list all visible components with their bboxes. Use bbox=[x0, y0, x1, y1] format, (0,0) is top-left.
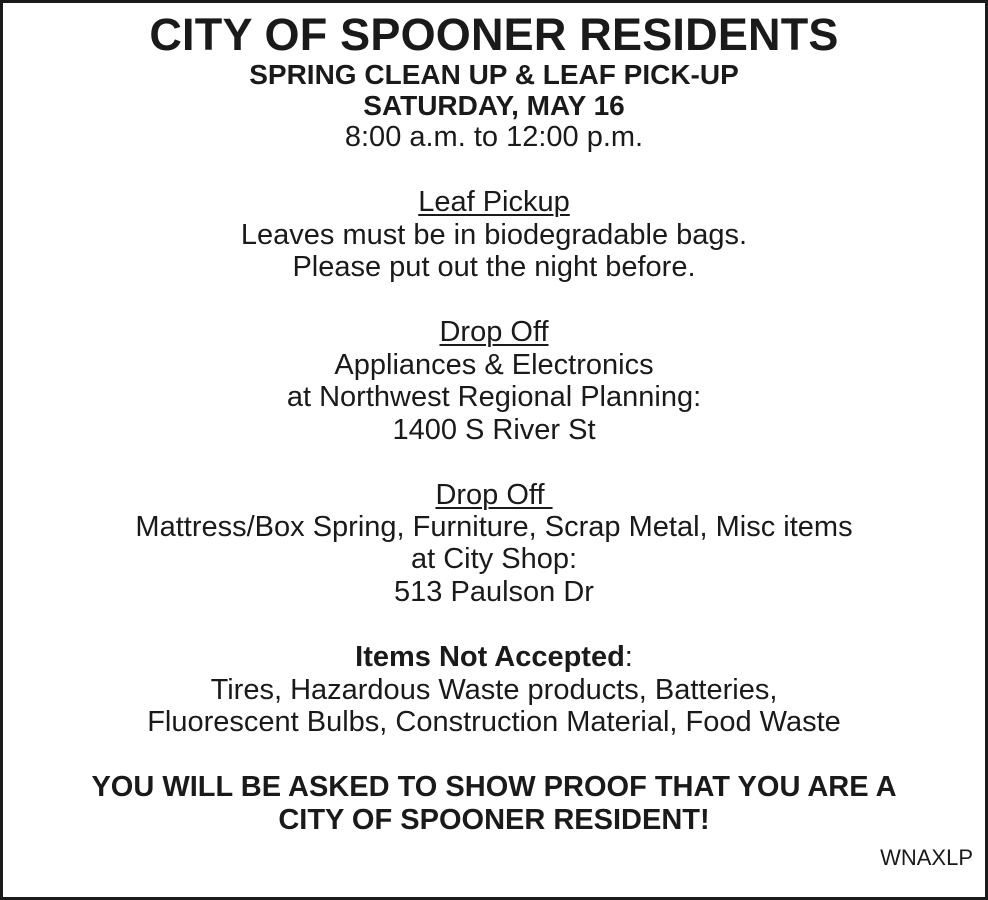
not-accepted-line: Fluorescent Bulbs, Construction Material, Food Waste bbox=[147, 706, 841, 738]
event-time: 8:00 a.m. to 12:00 p.m. bbox=[344, 121, 644, 153]
drop-off-address: 513 Paulson Dr bbox=[394, 576, 594, 608]
residency-warning: CITY OF SPOONER RESIDENT! bbox=[278, 804, 710, 836]
residency-warning: YOU WILL BE ASKED TO SHOW PROOF THAT YOU ARE A bbox=[91, 771, 897, 803]
ad-code: WNAXLP bbox=[880, 845, 973, 870]
drop-off-line: Mattress/Box Spring, Furniture, Scrap Metal, Misc items bbox=[135, 511, 853, 543]
leaf-pickup-heading: Leaf Pickup bbox=[418, 186, 570, 218]
drop-off-address: 1400 S River St bbox=[392, 414, 596, 446]
event-date: SATURDAY, MAY 16 bbox=[363, 90, 625, 121]
leaf-pickup-line: Please put out the night before. bbox=[292, 251, 696, 283]
not-accepted-heading: Items Not Accepted: bbox=[355, 641, 633, 673]
drop-off-line: Appliances & Electronics bbox=[334, 349, 654, 381]
drop-off-line: at Northwest Regional Planning: bbox=[286, 381, 702, 413]
leaf-pickup-line: Leaves must be in biodegradable bags. bbox=[240, 219, 748, 251]
drop-off-heading: Drop Off bbox=[439, 316, 549, 348]
page-title: CITY OF SPOONER RESIDENTS bbox=[149, 9, 839, 60]
event-subtitle: SPRING CLEAN UP & LEAF PICK-UP bbox=[249, 59, 739, 90]
drop-off-line: at City Shop: bbox=[410, 543, 578, 575]
not-accepted-line: Tires, Hazardous Waste products, Batteries, bbox=[210, 674, 778, 706]
drop-off-heading: Drop Off bbox=[435, 479, 553, 511]
